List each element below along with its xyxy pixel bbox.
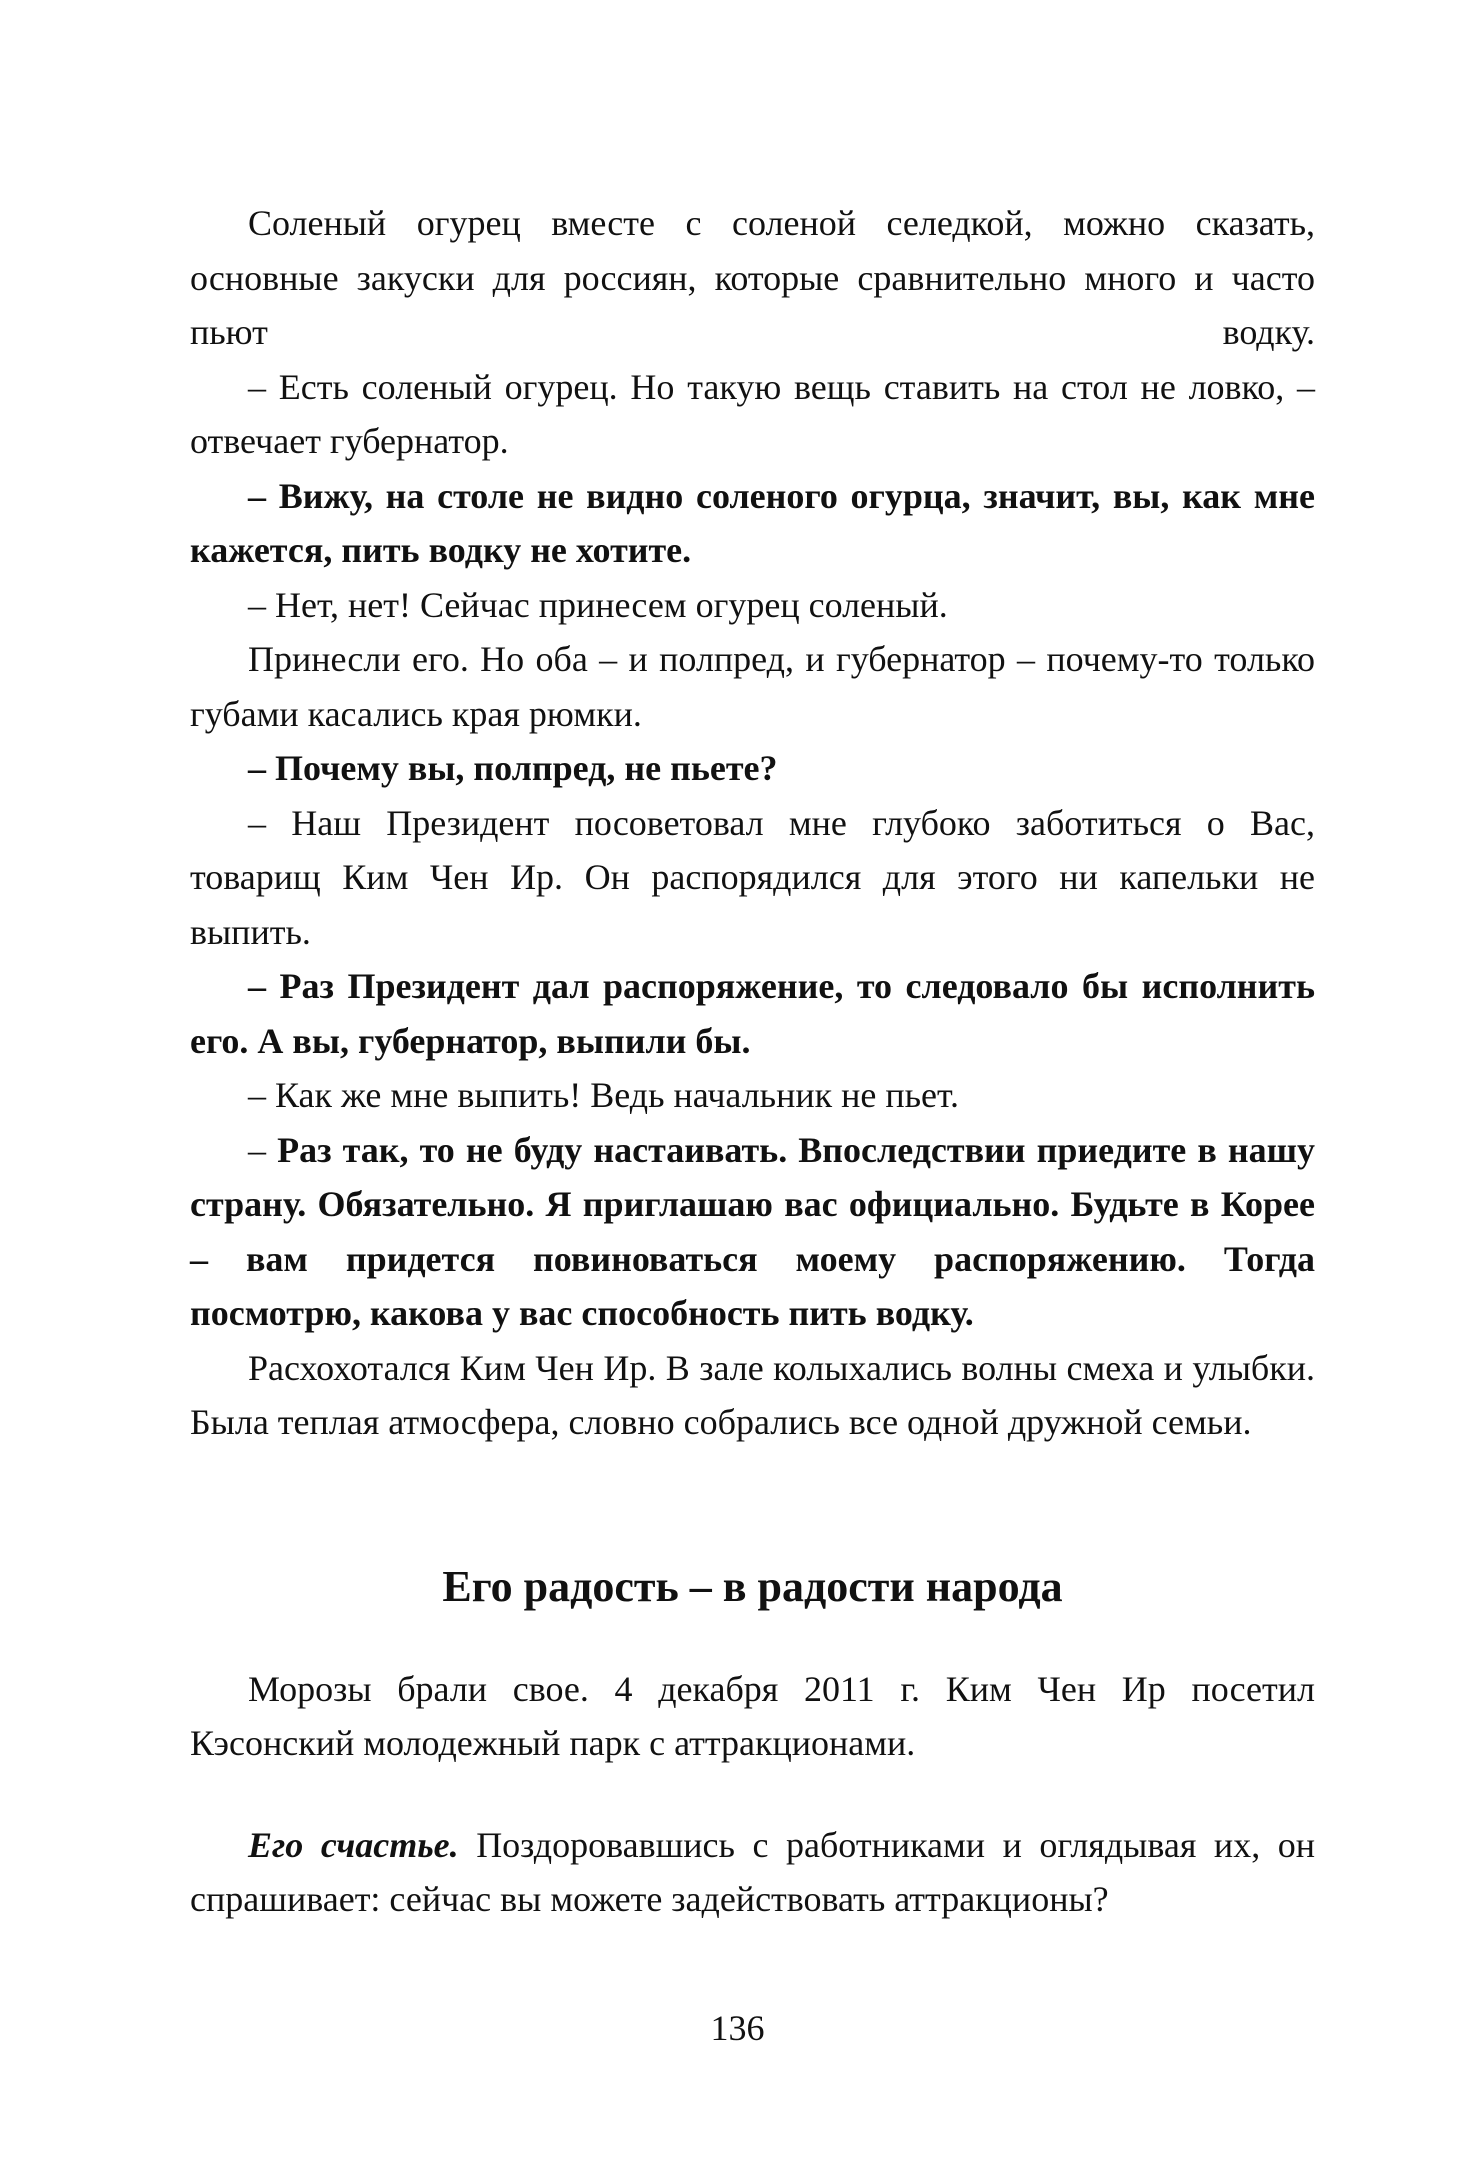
paragraph-text: – Почему вы, полпред, не пьете? [248, 748, 778, 788]
page-body [190, 196, 1315, 1927]
paragraph-envoy-reply [190, 796, 1315, 960]
paragraph-text: Принесли его. Но оба – и полпред, и губернатор – почему-то только губами касались края рюмки. [190, 639, 1315, 734]
paragraph-kim-remark-1 [190, 469, 1315, 578]
paragraph-brought [190, 632, 1315, 741]
section-heading: Его радость – в радости народа [442, 1561, 1063, 1611]
paragraph-text: – Как же мне выпить! Ведь начальник не пьет. [248, 1075, 960, 1115]
run-in-title: Его счастье. [248, 1824, 459, 1865]
paragraph-text: Раз так, то не буду настаивать. Впоследствии приедите в нашу страну. Обязательно. Я приглашаю вас официально. Будьте в Корее – вам придется повиноваться моему распоряжению. Тогда посмотрю, какова у вас способность пить водку. [190, 1129, 1315, 1333]
paragraph-text: – Есть соленый огурец. Но такую вещь ставить на стол не ловко, – отвечает губернатор. [190, 366, 1315, 461]
paragraph-cucumber-intro [190, 196, 1315, 360]
page-number: 136 [710, 2008, 765, 2048]
paragraph-text: Расхохотался Ким Чен Ир. В зале колыхались волны смеха и улыбки. Была теплая атмосфера, словно собрались все одной дружной семьи. [190, 1347, 1315, 1442]
paragraph-reply-no [190, 578, 1315, 633]
paragraph-governor-excuse [190, 1068, 1315, 1123]
paragraph-kim-invitation [190, 1123, 1315, 1341]
paragraph-text: – Вижу, на столе не видно соленого огурца, значит, вы, как мне кажется, пить водку не хотите. [190, 475, 1315, 570]
paragraph-text: – Раз Президент дал распоряжение, то следовало бы исполнить его. А вы, губернатор, выпили бы. [190, 966, 1315, 1061]
paragraph-laughter [190, 1341, 1315, 1450]
paragraph-section-intro [190, 1662, 1315, 1771]
paragraph-run-in [190, 1818, 1315, 1927]
paragraph-text: Соленый огурец вместе с соленой селедкой, можно сказать, основные закуски для россиян, которые сравнительно много и часто пьют водку. [190, 203, 1315, 352]
paragraph-text: – Нет, нет! Сейчас принесем огурец соленый. [248, 584, 948, 625]
paragraph-kim-question [190, 741, 1315, 796]
dialogue-dash: – [248, 1129, 266, 1170]
paragraph-text: Поздоровавшись с работниками и оглядывая их, он спрашивает: сейчас вы можете задействовать аттракционы? [190, 1824, 1315, 1919]
paragraph-kim-remark-2 [190, 959, 1315, 1068]
paragraph-text: Морозы брали свое. 4 декабря 2011 г. Ким Чен Ир посетил Кэсонский молодежный парк с аттракционами. [190, 1668, 1315, 1763]
paragraph-governor-reply [190, 360, 1315, 469]
paragraph-text: – Наш Президент посоветовал мне глубоко заботиться о Вас, товарищ Ким Чен Ир. Он распорядился для этого ни капельки не выпить. [190, 802, 1315, 952]
